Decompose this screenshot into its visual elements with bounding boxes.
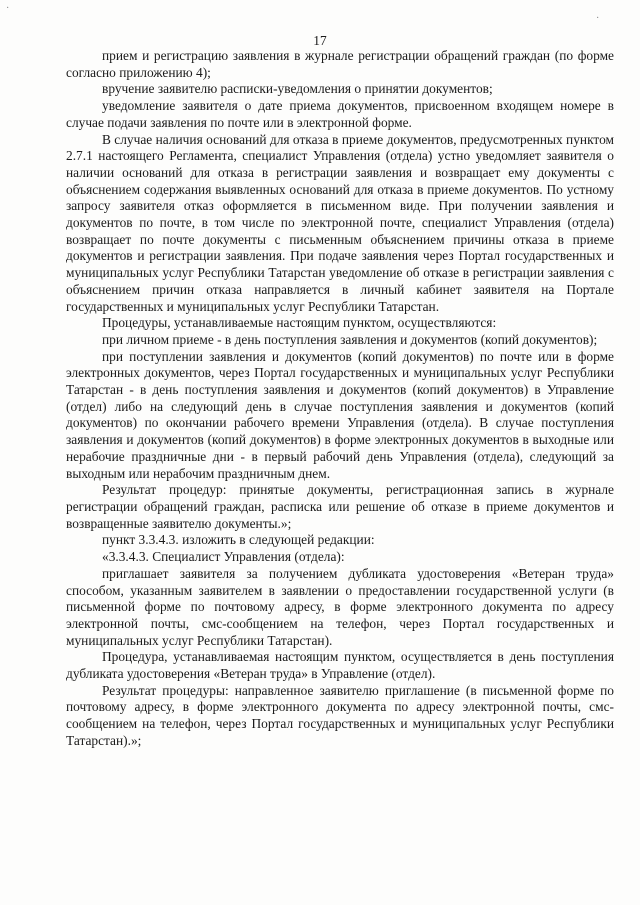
scan-mark: · — [6, 3, 10, 14]
paragraph: при поступлении заявления и документов (копий документов) по почте или в форме электронных документов, через Портал государственных и муниципальных услуг Республики Татарстан - в день поступления заявления и документов (копий документов) в Управление (отдел) либо на следующий день в случае поступления заявления и документов (копий документов) по окончании рабочего времени Управления (отдела). В случае поступления заявления и документов (копий документов) в форме электронных документов в выходные или нерабочие праздничные дни - в первый рабочий день Управления (отдела), следующий за выходным или нерабочим праздничным днем. — [66, 348, 614, 481]
paragraph: «3.3.4.3. Специалист Управления (отдела): — [102, 549, 345, 565]
paragraph: В случае наличия оснований для отказа в приеме документов, предусмотренных пунктом 2.7.1 настоящего Регламента, специалист Управления (отдела) устно уведомляет заявителя о наличии оснований для отказа в регистрации заявления и возвращает ему документы с объяснением содержания выявленных оснований для отказа в приеме документов. По устному запросу заявителя отказ оформляется в письменном виде. При получении заявления и документов по почте, в том числе по электронной почте, специалист Управления (отдела) возвращает по почте документы с письменным объяснением причины отказа в приеме документов и регистрации заявления. При подаче заявления через Портал государственных и муниципальных услуг Республики Татарстан уведомление об отказе в регистрации заявления с объяснением причин отказа направляется в личный кабинет заявителя на Портале государственных и муниципальных услуг Республики Татарстан. — [66, 131, 614, 314]
paragraph: Результат процедуры: направленное заявителю приглашение (в письменной форме по почтовому адресу, в форме электронного документа по адресу электронной почты, смс-сообщением на телефон, через Портал государственных и муниципальных услуг Республики Татарстан).»; — [66, 682, 614, 748]
paragraph: прием и регистрацию заявления в журнале регистрации обращений граждан (по форме согласно приложению 4); — [66, 48, 614, 80]
paragraph: приглашает заявителя за получением дубликата удостоверения «Ветеран труда» способом, указанным заявителем в заявлении о предоставлении государственной услуги (в письменной форме по почтовому адресу, в форме электронного документа по адресу электронной почты, смс-сообщением на телефон, через Портал государственных и муниципальных услуг Республики Татарстан). — [66, 565, 614, 648]
paragraph: Процедура, устанавливаемая настоящим пунктом, осуществляется в день поступления дубликата удостоверения «Ветеран труда» в Управление (отдел). — [66, 649, 614, 682]
document-body — [66, 48, 614, 750]
paragraph: Процедуры, устанавливаемые настоящим пунктом, осуществляются: — [102, 315, 497, 331]
paragraph: пункт 3.3.4.3. изложить в следующей редакции: — [102, 532, 375, 548]
scan-mark: · — [596, 13, 600, 24]
paragraph: при личном приеме - в день поступления заявления и документов (копий документов); — [102, 331, 598, 347]
paragraph: уведомление заявителя о дате приема документов, присвоенном входящем номере в случае подачи заявления по почте или в электронной форме. — [66, 98, 614, 130]
paragraph: вручение заявителю расписки-уведомления о принятии документов; — [102, 81, 493, 97]
paragraph: Результат процедур: принятые документы, регистрационная запись в журнале регистрации обращений граждан, расписка или решение об отказе в приеме документов и возвращенные заявителю документы.»; — [66, 482, 614, 531]
page-number: 17 — [313, 33, 327, 48]
